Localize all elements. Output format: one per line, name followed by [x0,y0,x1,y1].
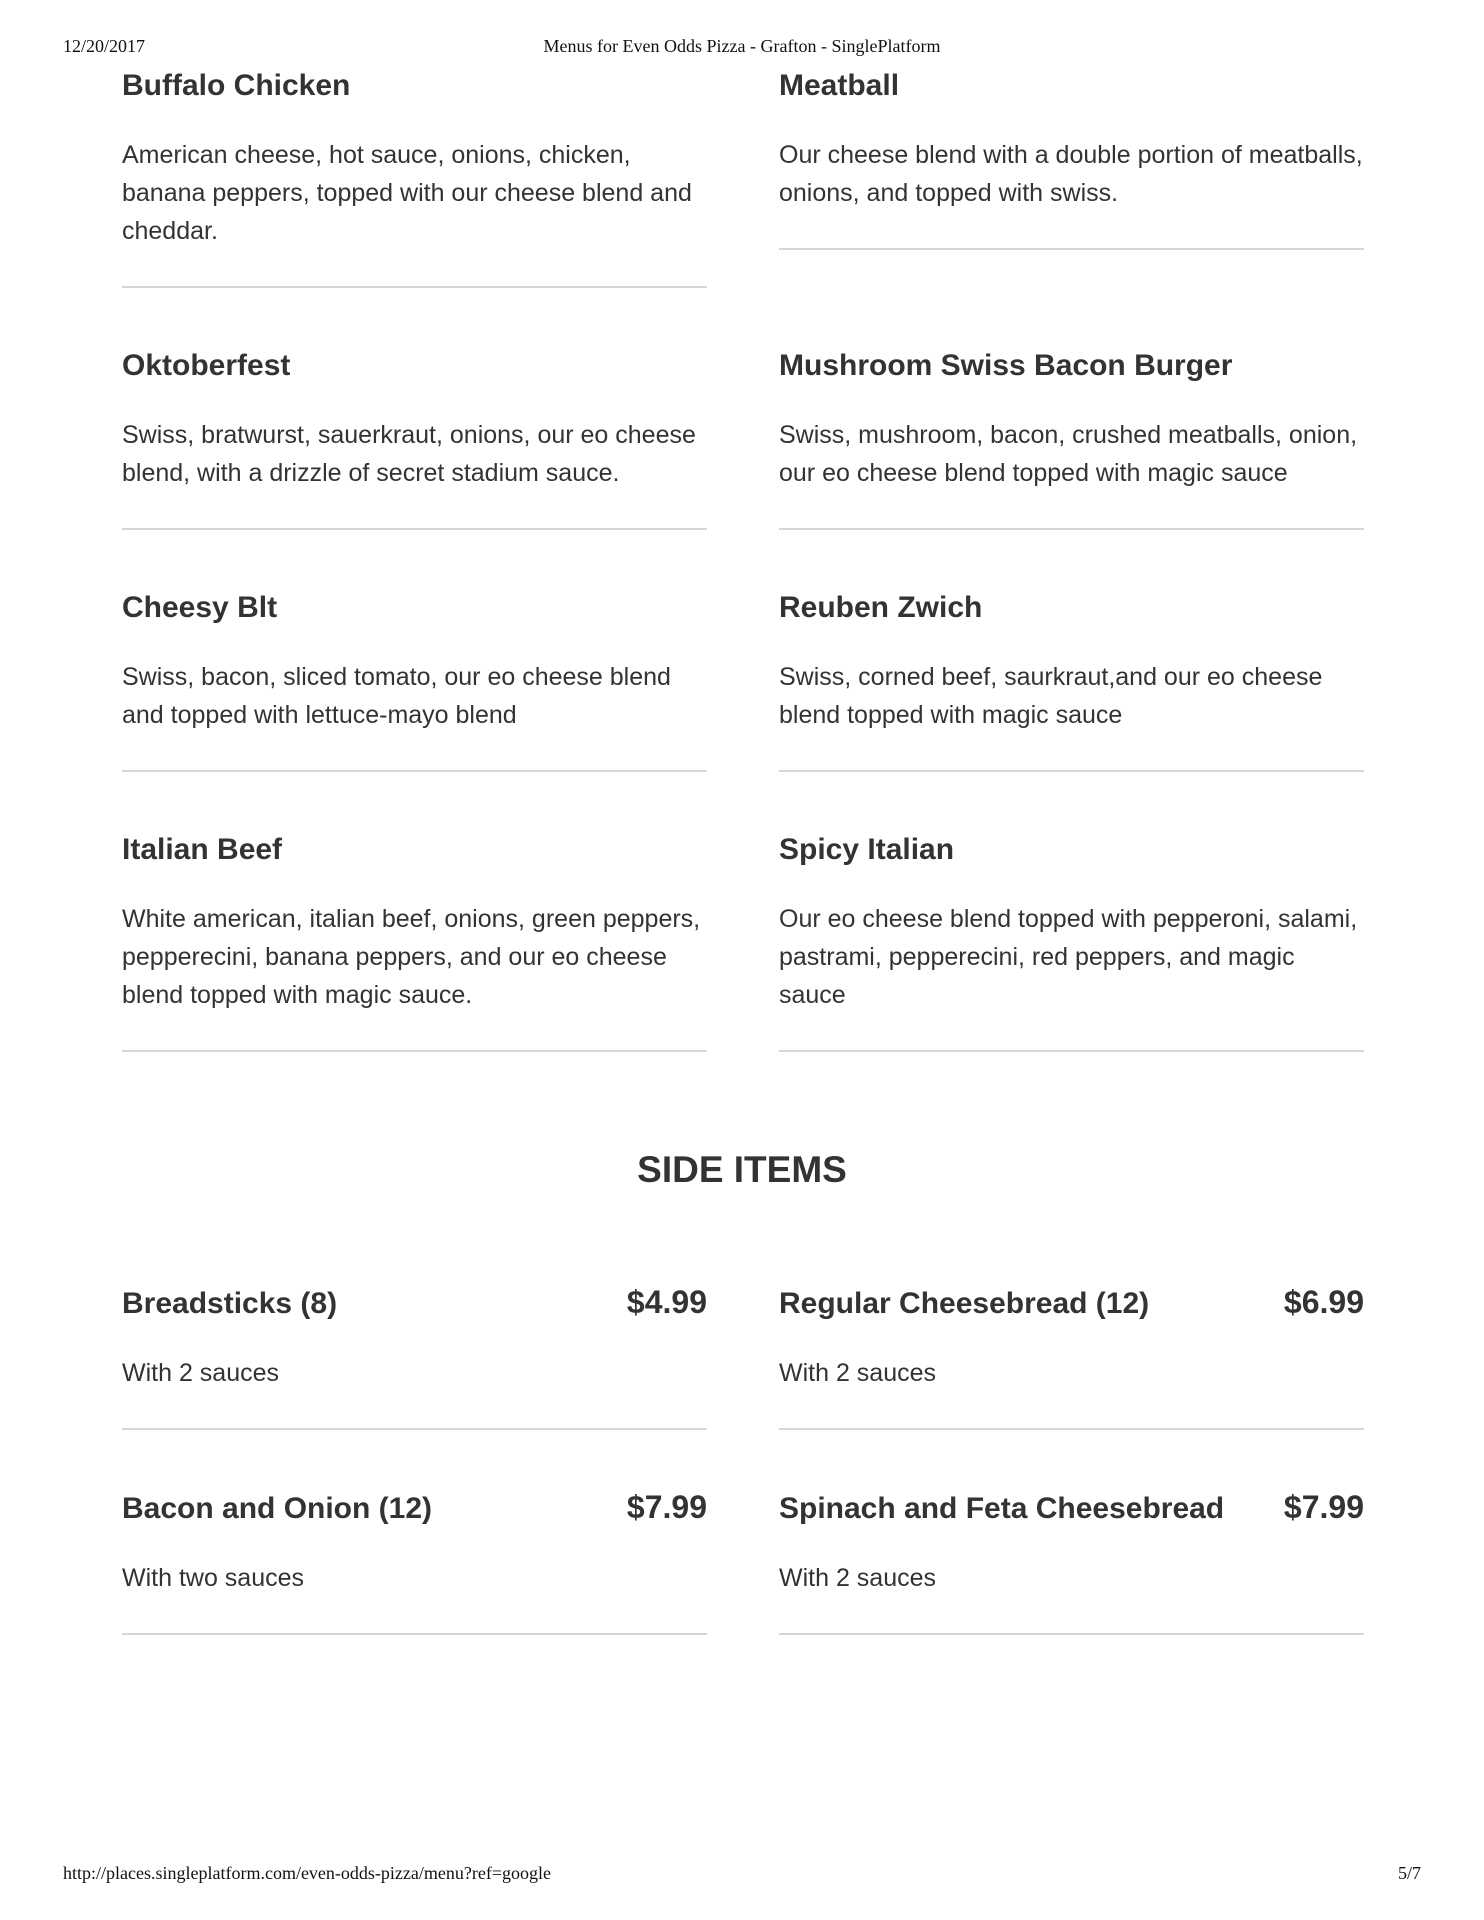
menu-item-name: Spicy Italian [779,833,955,866]
menu-item-description: With 2 sauces [122,1359,280,1387]
item-divider [122,286,707,288]
menu-item-header [779,1489,1364,1527]
menu-item-description: Swiss, bacon, sliced tomato, our eo cheese blend and topped with lettuce-mayo blend [122,663,671,729]
menu-item-oktoberfest [122,348,707,530]
menu-item-name: Bacon and Onion (12) [122,1492,433,1525]
menu-item-description: Swiss, mushroom, bacon, crushed meatballs, onion, our eo cheese blend topped with magic sauce [779,421,1358,487]
print-page-number: 5/7 [1397,1863,1421,1883]
menu-item-description: Our cheese blend with a double portion of meatballs, onions, and topped with swiss. [779,141,1363,207]
item-divider [779,528,1364,530]
menu-item-bacon-and-onion [122,1489,707,1635]
item-divider [122,1633,707,1635]
print-footer [0,1863,1484,1887]
menu-item-buffalo-chicken [122,68,707,288]
item-divider [779,1050,1364,1052]
menu-item-spicy-italian [779,832,1364,1052]
item-divider [122,1050,707,1052]
menu-item-cheesy-blt [122,590,707,772]
item-divider [122,770,707,772]
menu-item-reuben-zwich [779,590,1364,772]
print-url: http://places.singleplatform.com/even-odds-pizza/menu?ref=google [63,1863,551,1883]
menu-item-price: $7.99 [626,1489,707,1525]
menu-item-description: White american, italian beef, onions, green peppers, pepperecini, banana peppers, and our eo cheese blend topped with magic sauce. [122,905,701,1009]
menu-item-header [122,1489,707,1527]
menu-item-description: American cheese, hot sauce, onions, chicken, banana peppers, topped with our cheese blend and cheddar. [122,141,692,245]
menu-item-description: With 2 sauces [779,1359,937,1387]
print-page-title: Menus for Even Odds Pizza - Grafton - SinglePlatform [543,36,941,56]
menu-item-breadsticks [122,1284,707,1430]
item-divider [122,1428,707,1430]
menu-item-header [122,1284,707,1322]
menu-item-meatball [779,68,1364,250]
menu-item-regular-cheesebread [779,1284,1364,1430]
item-divider [779,248,1364,250]
menu-item-italian-beef [122,832,707,1052]
item-divider [122,528,707,530]
menu-item-name: Reuben Zwich [779,591,983,624]
menu-item-spinach-and-feta-cheesebread [779,1489,1364,1635]
menu-item-name: Italian Beef [122,833,283,866]
item-divider [779,1428,1364,1430]
item-divider [779,770,1364,772]
menu-item-price: $6.99 [1283,1284,1364,1320]
print-header [0,36,1484,60]
menu-item-description: Swiss, corned beef, saurkraut,and our eo cheese blend topped with magic sauce [779,663,1323,729]
section-heading-side-items: SIDE ITEMS [637,1149,847,1190]
menu-item-description: Our eo cheese blend topped with pepperoni, salami, pastrami, pepperecini, red peppers, and magic sauce [779,905,1358,1009]
menu-item-price: $7.99 [1283,1489,1364,1525]
menu-item-mushroom-swiss-bacon-burger [779,348,1364,530]
item-divider [779,1633,1364,1635]
menu-item-name: Breadsticks (8) [122,1287,338,1320]
menu-item-name: Spinach and Feta Cheesebread [779,1492,1225,1525]
menu-item-name: Oktoberfest [122,349,291,382]
menu-item-name: Mushroom Swiss Bacon Burger [779,349,1233,382]
menu-item-name: Cheesy Blt [122,591,278,624]
menu-item-name: Buffalo Chicken [122,69,351,102]
menu-item-name: Regular Cheesebread (12) [779,1287,1150,1320]
print-date: 12/20/2017 [63,36,146,56]
menu-item-header [779,1284,1364,1322]
menu-item-description: Swiss, bratwurst, sauerkraut, onions, our eo cheese blend, with a drizzle of secret stadium sauce. [122,421,696,487]
menu-item-price: $4.99 [626,1284,707,1320]
menu-item-description: With two sauces [122,1564,305,1592]
menu-item-name: Meatball [779,69,900,102]
menu-item-description: With 2 sauces [779,1564,937,1592]
